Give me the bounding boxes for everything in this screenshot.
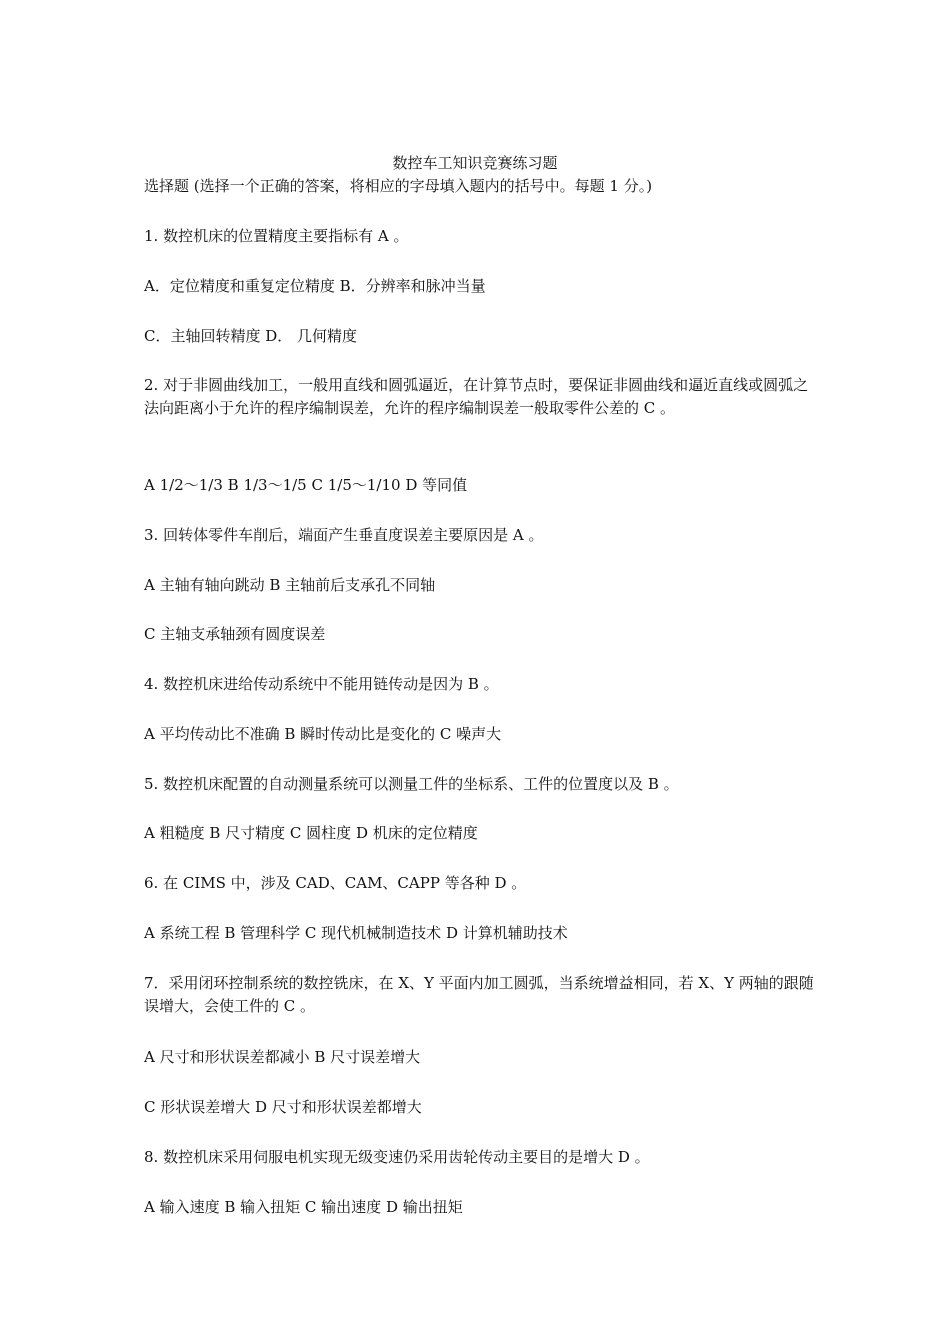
question-1-options-cd: C．主轴回转精度 D． 几何精度 — [144, 327, 358, 345]
question-3-options-c: C 主轴支承轴颈有圆度误差 — [144, 625, 326, 643]
question-3-options-ab: A 主轴有轴向跳动 B 主轴前后支承孔不同轴 — [144, 576, 436, 594]
question-5-options: A 粗糙度 B 尺寸精度 C 圆柱度 D 机床的定位精度 — [144, 824, 478, 842]
document-title: 数控车工知识竞赛练习题 — [392, 154, 558, 172]
question-6: 6. 在 CIMS 中，涉及 CAD、CAM、CAPP 等各种 D 。 — [144, 874, 527, 892]
question-8-options: A 输入速度 B 输入扭矩 C 输出速度 D 输出扭矩 — [144, 1198, 463, 1216]
instruction-text: 选择题 (选择一个正确的答案，将相应的字母填入题内的括号中。每题 1 分。) — [144, 177, 653, 195]
question-4-options: A 平均传动比不准确 B 瞬时传动比是变化的 C 噪声大 — [144, 725, 502, 743]
question-7-options-cd: C 形状误差增大 D 尺寸和形状误差都增大 — [144, 1098, 422, 1116]
question-2-options: A 1/2～1/3 B 1/3～1/5 C 1/5～1/10 D 等同值 — [144, 476, 468, 494]
question-3: 3. 回转体零件车削后，端面产生垂直度误差主要原因是 A 。 — [144, 526, 544, 544]
question-1-options-ab: A．定位精度和重复定位精度 B．分辨率和脉冲当量 — [144, 277, 486, 295]
question-7-options-ab: A 尺寸和形状误差都减小 B 尺寸误差增大 — [144, 1048, 421, 1066]
question-4: 4. 数控机床进给传动系统中不能用链传动是因为 B 。 — [144, 675, 499, 693]
question-8: 8. 数控机床采用伺服电机实现无级变速仍采用齿轮传动主要目的是增大 D 。 — [144, 1148, 650, 1166]
question-1: 1. 数控机床的位置精度主要指标有 A 。 — [144, 227, 409, 245]
question-7: 7．采用闭环控制系统的数控铣床，在 X、Y 平面内加工圆弧，当系统增益相同，若 X、Y 两轴的跟随误增大，会使工件的 C 。 — [144, 974, 814, 1015]
question-2: 2. 对于非圆曲线加工，一般用直线和圆弧逼近，在计算节点时，要保证非圆曲线和逼近直线或圆弧之法向距离小于允许的程序编制误差，允许的程序编制误差一般取零件公差的 C 。 — [144, 376, 809, 417]
question-6-options: A 系统工程 B 管理科学 C 现代机械制造技术 D 计算机辅助技术 — [144, 924, 568, 942]
question-5: 5. 数控机床配置的自动测量系统可以测量工件的坐标系、工件的位置度以及 B 。 — [144, 775, 679, 793]
